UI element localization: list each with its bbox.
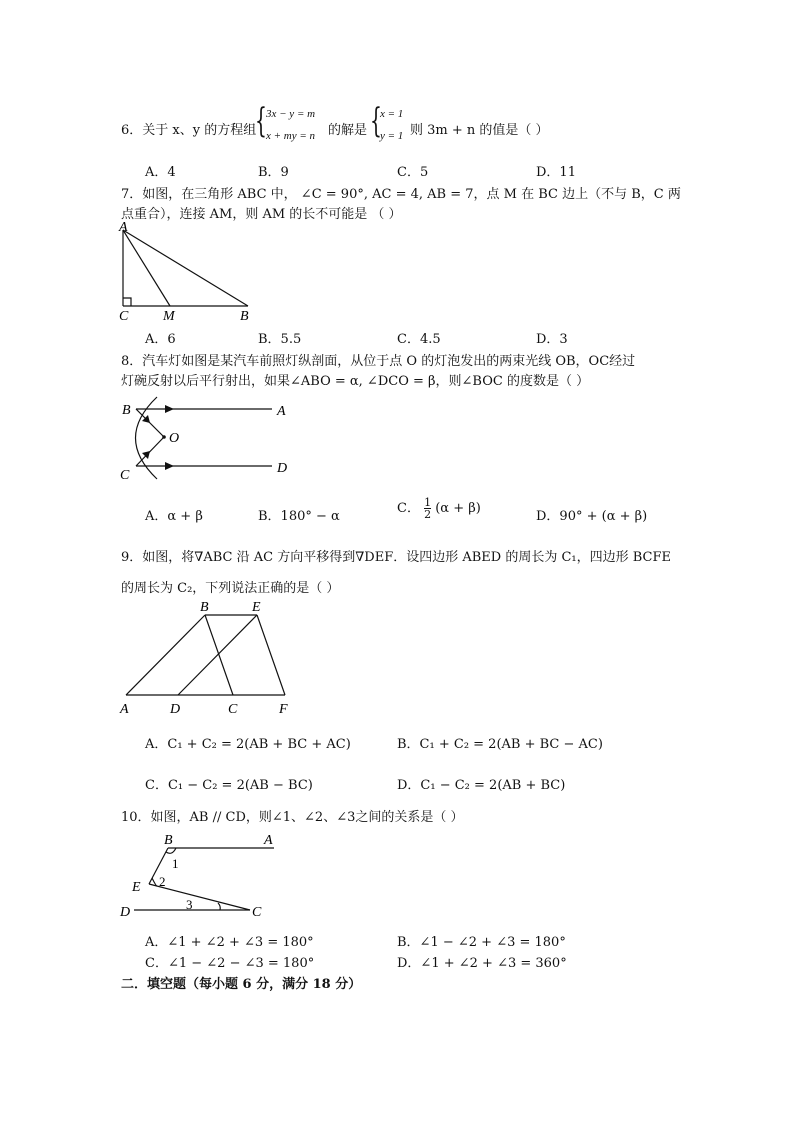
- q7-side-ab: [123, 230, 248, 306]
- q6-eq1: 3x − y = m: [266, 108, 316, 120]
- q9-figure: [112, 596, 297, 718]
- q6-left-brace: {: [255, 101, 267, 141]
- q7-label-b: B: [240, 309, 249, 322]
- q8-option-c-expr: (α + β): [435, 501, 481, 516]
- q8-label-o: O: [169, 431, 180, 446]
- q10-label-d: D: [120, 905, 131, 920]
- q10-label-b: B: [164, 833, 173, 848]
- q7-right-angle-mark: [123, 298, 131, 306]
- q7-label-a: A: [119, 222, 128, 235]
- q9-line2: 的周长为 C₂，下列说法正确的是（ ）: [121, 581, 340, 596]
- q7-line2: 点重合），连接 AM，则 AM 的长不可能是 （ ）: [121, 207, 402, 222]
- q9-option-d: D．C₁ − C₂ = 2(AB + BC): [397, 778, 566, 793]
- q8-point-o: [162, 435, 166, 439]
- q9-label-b: B: [200, 600, 209, 615]
- q6-mid: 的解是: [328, 123, 368, 138]
- q9-label-e: E: [252, 600, 261, 615]
- q8-option-c-denominator: 2: [424, 508, 432, 521]
- q7-option-c: C．4.5: [397, 332, 441, 347]
- q8-option-b: B．180° − α: [258, 509, 340, 524]
- q8-ray-oc: [136, 437, 164, 466]
- q7-option-b: B．5.5: [258, 332, 302, 347]
- q6-option-a: A．4: [145, 165, 176, 180]
- q8-label-b: B: [122, 403, 131, 418]
- q9-segment-ef: [257, 615, 285, 695]
- q9-label-d: D: [170, 702, 181, 717]
- q10-angle3-arc: [218, 903, 220, 910]
- q10-option-d: D．∠1 + ∠2 + ∠3 = 360°: [397, 956, 567, 971]
- q7-label-m: M: [163, 309, 175, 322]
- q8-arrow-bottom: [165, 462, 174, 470]
- q10-line1: 10．如图，AB // CD，则∠1、∠2、∠3之间的关系是（ ）: [121, 810, 464, 825]
- q8-arrow-top: [165, 405, 174, 413]
- q10-label-a: A: [264, 833, 273, 848]
- q9-segment-de: [178, 615, 257, 695]
- q7-figure: [110, 222, 270, 322]
- q8-line1: 8．汽车灯如图是某汽车前照灯纵剖面，从位于点 O 的灯泡发出的两束光线 OB，OC经过: [121, 354, 636, 369]
- q8-option-a: A．α + β: [145, 509, 203, 524]
- q8-option-d: D．90° + (α + β): [536, 509, 648, 524]
- q10-option-b: B．∠1 − ∠2 + ∠3 = 180°: [397, 935, 566, 950]
- q9-label-c: C: [228, 702, 238, 717]
- q8-option-c: [397, 497, 481, 520]
- q8-option-c-prefix: C．: [397, 501, 420, 516]
- q9-option-b: B．C₁ + C₂ = 2(AB + BC − AC): [397, 737, 603, 752]
- q8-label-d: D: [277, 461, 288, 476]
- q8-line2: 灯碗反射以后平行射出，如果∠ABO = α, ∠DCO = β，则∠BOC 的度数是（ ）: [121, 374, 590, 389]
- q9-line1: 9．如图，将∇ABC 沿 AC 方向平移得到∇DEF．设四边形 ABED 的周长为 C₁，四边形 BCFE: [121, 550, 672, 565]
- q9-option-c: C．C₁ − C₂ = 2(AB − BC): [145, 778, 313, 793]
- q10-label-c: C: [252, 905, 262, 920]
- q9-option-a: A．C₁ + C₂ = 2(AB + BC + AC): [145, 737, 351, 752]
- q6-eq2: x + my = n: [266, 130, 316, 142]
- q7-line1: 7．如图，在三角形 ABC 中， ∠C = 90°, AC = 4, AB = 7，点 M 在 BC 边上（不与 B，C 两: [121, 187, 681, 202]
- q7-option-a: A．6: [145, 332, 176, 347]
- q6-sol2: y = 1: [380, 130, 404, 142]
- q6-option-c: C．5: [397, 165, 429, 180]
- q8-figure: [112, 393, 302, 485]
- q6-right-brace: {: [370, 101, 382, 141]
- q7-segment-am: [123, 230, 170, 306]
- q8-option-c-numerator: 1: [424, 496, 432, 509]
- q9-label-f: F: [279, 702, 288, 717]
- q10-angle-label-3: 3: [186, 897, 193, 912]
- q10-option-a: A．∠1 + ∠2 + ∠3 = 180°: [145, 935, 314, 950]
- q6-option-d: D．11: [536, 165, 576, 180]
- q8-label-a: A: [277, 404, 286, 419]
- q10-angle-label-1: 1: [172, 856, 179, 871]
- q8-label-c: C: [120, 468, 130, 483]
- q6-prefix: 6．关于 x、y 的方程组: [121, 123, 257, 138]
- q10-label-e: E: [132, 880, 141, 895]
- q10-option-c: C．∠1 − ∠2 − ∠3 = 180°: [145, 956, 315, 971]
- q9-segment-bc: [205, 615, 233, 695]
- q6-option-b: B．9: [258, 165, 289, 180]
- q6-suffix: 则 3m + n 的值是（ ）: [410, 123, 549, 138]
- q6-sol1: x = 1: [380, 108, 404, 120]
- section2-heading: 二．填空题（每小题 6 分，满分 18 分）: [121, 977, 362, 992]
- q9-segment-ab: [126, 615, 205, 695]
- q10-figure: [112, 826, 282, 924]
- q10-angle-label-2: 2: [159, 874, 166, 889]
- q8-option-c-fraction: [424, 497, 431, 520]
- q7-label-c: C: [119, 309, 129, 322]
- q7-option-d: D．3: [536, 332, 568, 347]
- q9-label-a: A: [120, 702, 129, 717]
